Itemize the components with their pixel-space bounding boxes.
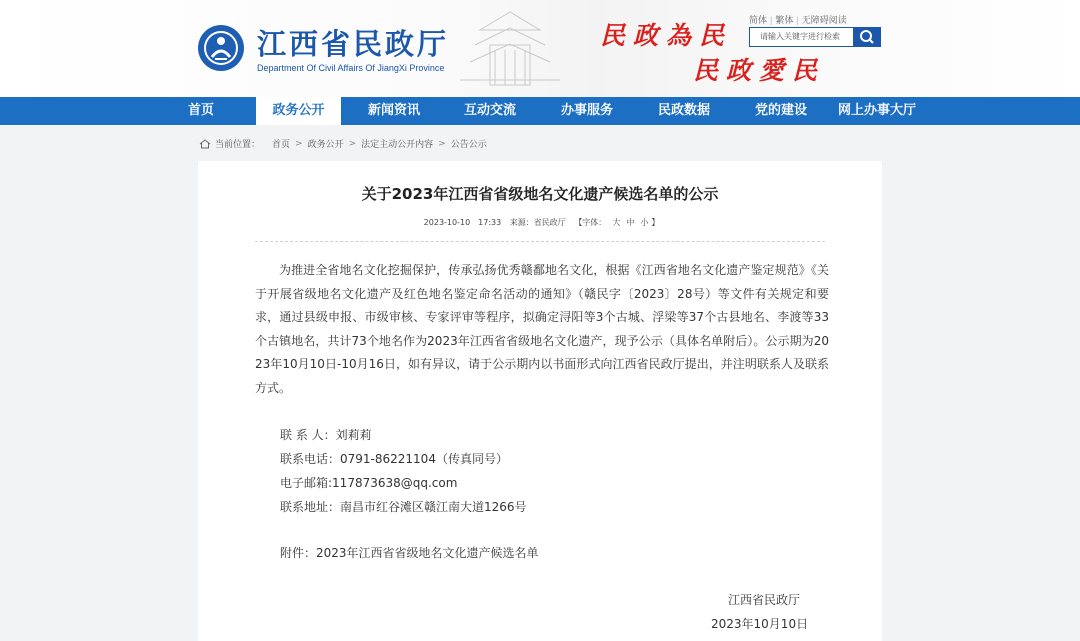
contact-email: 电子邮箱:117873638@qq.com (280, 476, 458, 490)
home-icon (199, 139, 211, 149)
lang-link-traditional[interactable]: 繁体 (775, 15, 794, 25)
font-size-label: 【字体： (574, 218, 607, 227)
nav-item-party[interactable]: 党的建设 (754, 103, 807, 118)
lang-link-simplified[interactable]: 简体 (749, 15, 768, 25)
breadcrumb-item-home[interactable]: 首页 (272, 140, 291, 150)
logo-emblem-icon[interactable] (198, 25, 244, 71)
font-size-small-button[interactable]: 小 (640, 218, 649, 227)
language-links: 简体 | 繁体 | 无障碍阅读 (749, 15, 847, 25)
slogan-top: 民政為民 (600, 21, 733, 50)
breadcrumb-separator: > (295, 138, 303, 149)
site-name[interactable]: 江西省民政厅 (257, 27, 450, 61)
nav-item-interaction[interactable]: 互动交流 (463, 103, 516, 118)
nav-item-services[interactable]: 办事服务 (560, 103, 613, 118)
sign-date: 2023年10月10日 (711, 617, 809, 631)
article-paragraph: 为推进全省地名文化挖掘保护，传承弘扬优秀赣鄱地名文化，根据《江西省地名文化遗产鉴定规范》《关于开展省级地名文化遗产及红色地名鉴定命名活动的通知》（赣民字〔2023〕28号）等文件有关规定和要求，通过县级申报、市级审核、专家评审等程序，拟确定浔阳等3个古城、浮梁等37个古县地名、李渡等33个古镇地名，共计73个地名作为2023年江西省省级地名文化遗产，现予公示（具体名单附后）。公示期为2023年10月10日-10月16日，如有异议，请于公示期内以书面形式向江西省民政厅提出，并注明联系人及联系方式。 (255, 263, 829, 395)
breadcrumb-prefix: 当前位置： (215, 140, 261, 150)
font-size-close: 】 (651, 218, 660, 227)
font-size-large-button[interactable]: 大 (612, 218, 621, 227)
breadcrumb-item-announcements[interactable]: 公告公示 (450, 140, 487, 150)
nav-item-home[interactable]: 首页 (187, 103, 214, 118)
contact-phone: 联系电话：0791-86221104（传真同号） (280, 452, 508, 466)
lang-link-accessible[interactable]: 无障碍阅读 (801, 15, 847, 25)
nav-item-online-hall[interactable]: 网上办事大厅 (837, 103, 916, 118)
nav-item-data[interactable]: 民政数据 (657, 103, 710, 118)
main-nav (0, 97, 1080, 125)
breadcrumb-item-government-affairs[interactable]: 政务公开 (307, 140, 344, 150)
nav-item-government-affairs[interactable]: 政务公开 (256, 97, 341, 125)
signer: 江西省民政厅 (728, 593, 801, 607)
contact-address: 联系地址：南昌市红谷滩区赣江南大道1266号 (280, 500, 527, 514)
search-icon (853, 27, 881, 47)
site-header (0, 0, 1080, 97)
search-button[interactable] (853, 27, 881, 47)
article-title: 关于2023年江西省省级地名文化遗产候选名单的公示 (361, 185, 719, 203)
breadcrumb (199, 137, 487, 150)
breadcrumb-item-statutory-content[interactable]: 法定主动公开内容 (361, 140, 434, 150)
article-date: 2023-10-10 17:33 (423, 218, 502, 227)
pavilion-illustration (420, 0, 600, 97)
contact-person: 联 系 人：刘莉莉 (280, 428, 372, 442)
site-name-english: Department Of Civil Affairs Of JiangXi Province (257, 63, 445, 73)
slogan-bottom: 民政愛民 (693, 56, 826, 85)
attachment-link[interactable]: 附件：2023年江西省省级地名文化遗产候选名单 (280, 546, 539, 560)
article-meta (198, 217, 882, 228)
title-divider (255, 241, 825, 242)
article-source: 来源：省民政厅 (509, 218, 566, 227)
font-size-medium-button[interactable]: 中 (626, 218, 635, 227)
breadcrumb-separator: > (438, 138, 446, 149)
breadcrumb-separator: > (348, 138, 357, 149)
search-input[interactable]: 请输入关键字进行检索 (749, 27, 865, 47)
nav-item-news[interactable]: 新闻资讯 (367, 103, 420, 118)
article-panel (198, 161, 882, 641)
